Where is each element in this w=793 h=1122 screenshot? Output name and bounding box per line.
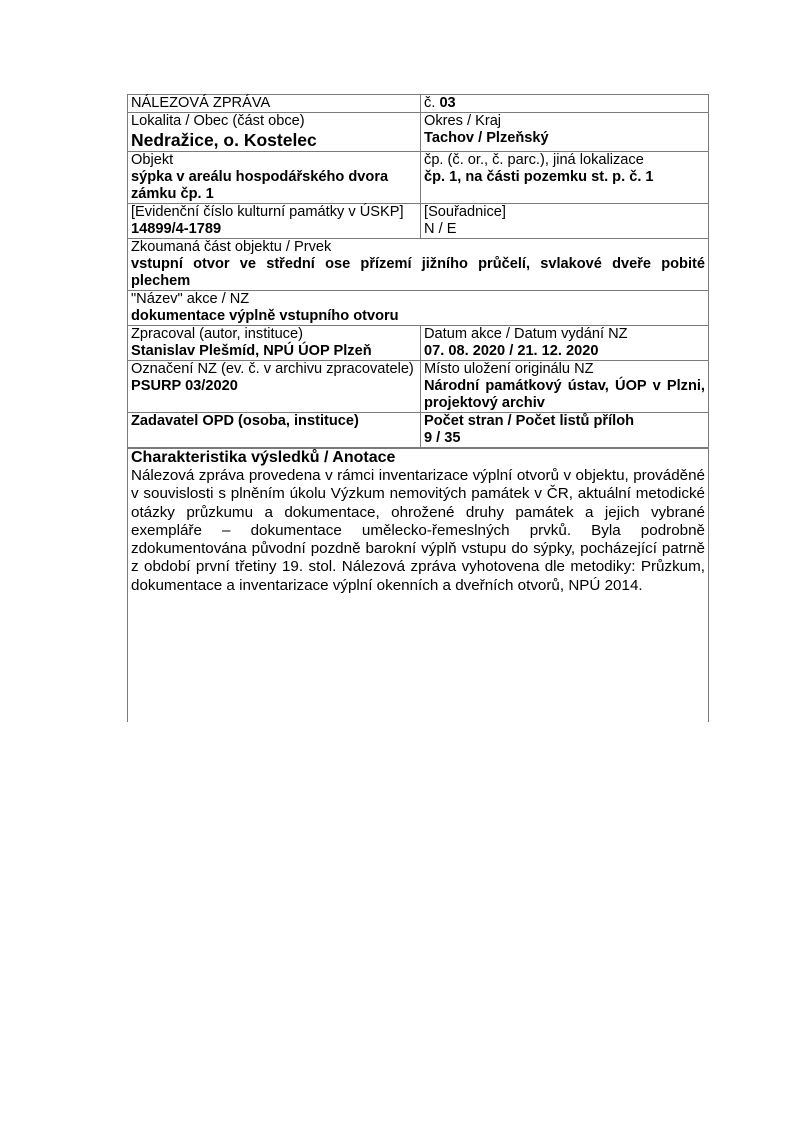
annotation-section — [127, 448, 709, 722]
author-label: Zpracoval (autor, instituce) — [131, 326, 303, 342]
row-author — [128, 326, 709, 361]
address-value: čp. 1, na části pozemku st. p. č. 1 — [424, 169, 654, 185]
row-locality — [128, 113, 709, 152]
storage-value: Národní památkový ústav, ÚOP v Plzni, projektový archiv — [424, 378, 705, 411]
client-cell — [128, 413, 421, 448]
registry-value: 14899/4-1789 — [131, 221, 222, 237]
part-cell — [128, 239, 709, 291]
designation-label: Označení NZ (ev. č. v archivu zpracovatele) — [131, 361, 414, 377]
action-value: dokumentace výplně vstupního otvoru — [131, 308, 399, 324]
object-cell — [128, 152, 421, 204]
pages-label: Počet stran / Počet listů příloh — [424, 413, 635, 429]
row-title — [128, 95, 709, 113]
date-cell — [421, 326, 709, 361]
author-cell — [128, 326, 421, 361]
action-cell — [128, 291, 709, 326]
coords-cell — [421, 204, 709, 239]
coords-label: [Souřadnice] — [424, 204, 506, 220]
district-value: Tachov / Plzeňský — [424, 130, 549, 146]
date-label: Datum akce / Datum vydání NZ — [424, 326, 628, 342]
report-header-table — [127, 94, 709, 448]
address-label: čp. (č. or., č. parc.), jiná lokalizace — [424, 152, 644, 168]
registry-label: [Evidenční číslo kulturní památky v ÚSKP] — [131, 204, 404, 220]
locality-cell — [128, 113, 421, 152]
district-label: Okres / Kraj — [424, 113, 502, 129]
number-cell — [421, 95, 709, 113]
row-registry — [128, 204, 709, 239]
locality-value: Nedražice, o. Kostelec — [131, 130, 317, 150]
date-value: 07. 08. 2020 / 21. 12. 2020 — [424, 343, 599, 359]
annotation-text: Nálezová zpráva provedena v rámci inventarizace výplní otvorů v objektu, prováděné v souvislosti s plněním úkolu Výzkum nemovitých památek v ČR, aktuální metodické otázky průzkumu a dokumentace, ohrožené druhy památek a jejich vybrané exempláře – dokumentace umělecko-řemeslných prvků. Byla podrobně zdokumentována původní pozdně barokní výplň vstupu do sýpky, pocházející patrně z období první třetiny 19. stol. Nálezová zpráva vyhotovena dle metodiky: Průzkum, dokumentace a inventarizace výplní okenních a dveřních otvorů, NPÚ 2014. — [131, 467, 705, 594]
object-value: sýpka v areálu hospodářského dvora zámku čp. 1 — [131, 169, 389, 202]
storage-cell — [421, 361, 709, 413]
designation-cell — [128, 361, 421, 413]
district-cell — [421, 113, 709, 152]
annotation-label: Charakteristika výsledků / Anotace — [131, 449, 396, 466]
report-label-cell — [128, 95, 421, 113]
number-value: 03 — [439, 95, 456, 111]
locality-label: Lokalita / Obec (část obce) — [131, 113, 305, 129]
row-client — [128, 413, 709, 448]
designation-value: PSURP 03/2020 — [131, 378, 238, 394]
storage-label: Místo uložení originálu NZ — [424, 361, 594, 377]
part-label: Zkoumaná část objektu / Prvek — [131, 239, 332, 255]
row-object — [128, 152, 709, 204]
row-designation — [128, 361, 709, 413]
object-label: Objekt — [131, 152, 174, 168]
number-label: č. — [424, 95, 436, 111]
row-part — [128, 239, 709, 291]
report-sheet — [127, 94, 709, 765]
pages-cell — [421, 413, 709, 448]
coords-value: N / E — [424, 221, 457, 237]
row-action — [128, 291, 709, 326]
client-label: Zadavatel OPD (osoba, instituce) — [131, 413, 359, 429]
address-cell — [421, 152, 709, 204]
action-label: "Název" akce / NZ — [131, 291, 250, 307]
pages-value: 9 / 35 — [424, 430, 461, 446]
registry-cell — [128, 204, 421, 239]
author-value: Stanislav Plešmíd, NPÚ ÚOP Plzeň — [131, 343, 372, 359]
report-label: NÁLEZOVÁ ZPRÁVA — [131, 95, 271, 111]
part-value: vstupní otvor ve střední ose přízemí jižního průčelí, svlakové dveře pobité plechem — [131, 256, 705, 289]
